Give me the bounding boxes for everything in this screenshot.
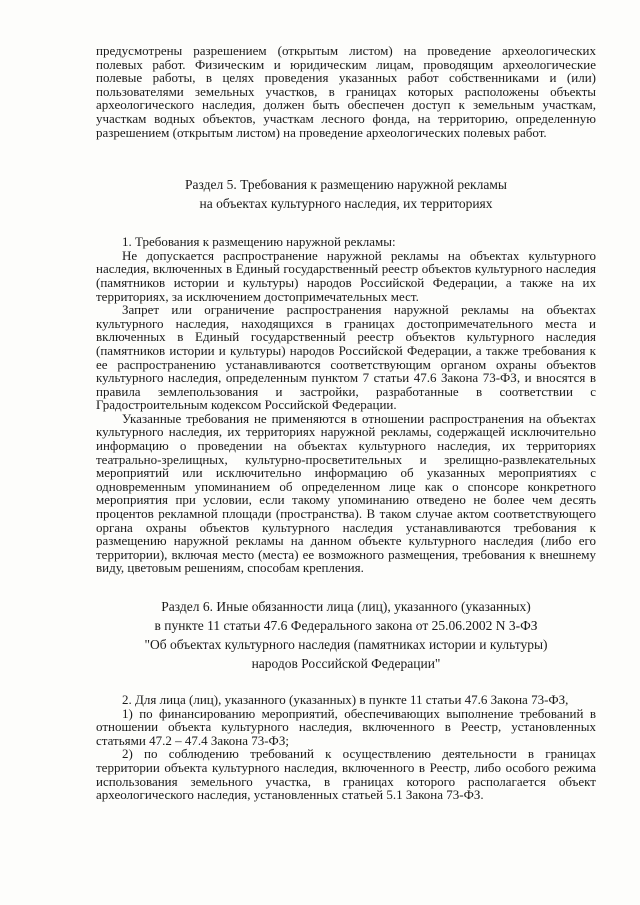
- section6-item-2: 2) по соблюдению требований к осуществлению деятельности в границах территории объекта культурного наследия, включенного в Реестр, либо особого режима использования земельного участка, в границах которого располагается объект археологического наследия, установленных статьей 5.1 Закона 73-ФЗ.: [96, 746, 596, 803]
- section6-title-line3: "Об объектах культурного наследия (памятниках истории и культуры): [144, 637, 548, 652]
- section5-paragraph-2: Запрет или ограничение распространения наружной рекламы на объектах культурного наследия, находящихся в границах достопримечательного места и включенных в Единый государственный реестр объектов культурного наследия (памятников истории и культуры) народов Российской Федерации, а также требования к ее распространению устанавливаются соответствующим органом охраны объектов культурного наследия, определенным пунктом 7 статьи 47.6 Закона 73-ФЗ, и вносятся в правила землепользования и застройки, разработанные в соответствии с Градостроительным кодексом Российской Федерации.: [96, 302, 596, 413]
- section5-title-line1: Раздел 5. Требования к размещению наружной рекламы: [185, 177, 507, 193]
- section6-title-line2: в пункте 11 статьи 47.6 Федерального закона от 25.06.2002 N 3-ФЗ: [154, 618, 538, 633]
- section6-title: [96, 597, 596, 673]
- section5-paragraph-1: Не допускается распространение наружной рекламы на объектах культурного наследия, включенных в Единый государственный реестр объектов культурного наследия (памятников истории и культуры) народов Российской Федерации, а также на их территориях, за исключением достопримечательных мест.: [96, 247, 596, 304]
- section6-item-1: 1) по финансированию мероприятий, обеспечивающих выполнение требований в отношении объекта культурного наследия, включенного в Реестр, установленных статьями 47.2 – 47.4 Закона 73-ФЗ;: [96, 705, 596, 748]
- section5-title-line2: на объектах культурного наследия, их территориях: [199, 196, 493, 212]
- section6-item-intro: 2. Для лица (лиц), указанного (указанных) в пункте 11 статьи 47.6 Закона 73-ФЗ,: [122, 692, 569, 707]
- section5-subheading: 1. Требования к размещению наружной рекламы:: [122, 234, 396, 250]
- section6-title-line1: Раздел 6. Иные обязанности лица (лиц), указанного (указанных): [161, 599, 531, 614]
- intro-paragraph: предусмотрены разрешением (открытым листом) на проведение археологических полевых работ. Физическим и юридическим лицам, проводящим археологические полевые работы, в целях проведения указанных работ собственниками и (или) пользователями земельных участков, в границах которых расположены объекты археологического наследия, должен быть обеспечен доступ к земельным участкам, участкам водных объектов, участкам лесного фонда, на территорию, определенную разрешением (открытым листом) на проведение археологических полевых работ.: [96, 43, 596, 140]
- section5-title: [96, 175, 596, 213]
- section6-title-line4: народов Российской Федерации": [251, 656, 441, 671]
- section5-paragraph-3: Указанные требования не применяются в отношении распространения на объектах культурного наследия, их территориях наружной рекламы, содержащей исключительно информацию о проведении на объектах культурного наследия, их территориях театрально-зрелищных, культурно-просветительных и зрелищно-развлекательных мероприятий или исключительно информацию об указанных мероприятиях с одновременным упоминанием об определенном лице как о спонсоре конкретного мероприятия при условии, если такому упоминанию отведено не более чем десять процентов рекламной площади (пространства). В таком случае актом соответствующего органа охраны объектов культурного наследия устанавливаются требования к размещению наружной рекламы на данном объекте культурного наследия (либо его территории), включая место (места) ее возможного размещения, требования к внешнему виду, цветовым решениям, способам крепления.: [96, 410, 596, 576]
